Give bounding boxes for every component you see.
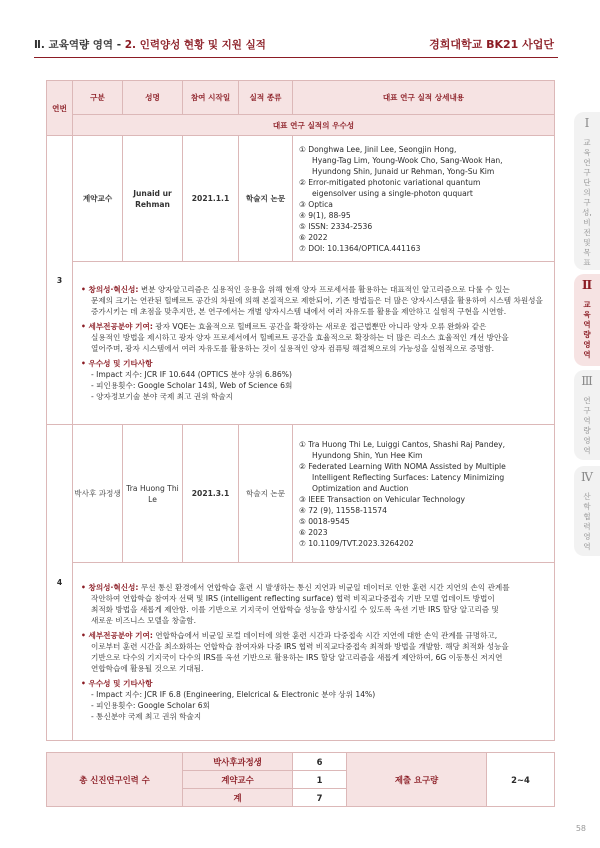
detail-line: ① Tra Huong Thi Le, Luiggi Cantos, Shashi Raj Pandey, xyxy=(299,439,506,449)
side-tab-roman: Ⅱ xyxy=(581,278,593,292)
detail-line: ③ IEEE Transaction on Vehicular Technology xyxy=(299,494,466,504)
col-header-type: 구분 xyxy=(73,81,123,115)
page-number: 58 xyxy=(575,824,586,833)
page-header xyxy=(0,0,600,60)
desc-line: 증가시키는 데 초점을 맞추지만, 본 연구에서는 개별 양자시스템 내에서 여러 자유도를 활용을 제안하고 실험적 구현을 시연함. xyxy=(91,307,507,316)
detail-line: ① Donghwa Lee, Jinil Lee, Seongjin Hong, xyxy=(299,144,457,154)
excellence-label: 우수성 및 기타사항 xyxy=(88,359,153,368)
detail-line: ② Error-mitigated photonic variational quantum xyxy=(299,177,481,187)
detail-line: ⑦ 10.1109/TVT.2023.3264202 xyxy=(299,538,414,548)
detail-line: ⑤ 0018-9545 xyxy=(299,516,350,526)
excellence-item: - 양자정보기술 분야 국제 최고 권위 학술지 xyxy=(91,392,233,401)
col-header-start: 참여 시작일 xyxy=(183,81,239,115)
excellence-item: - 피인용횟수: Google Scholar 6회 xyxy=(91,700,210,710)
row-no: 4 xyxy=(47,425,73,741)
summary-row-label: 계약교수 xyxy=(183,771,293,789)
row-description: • 창의성·혁신성: 변분 양자알고리즘은 실용적인 응용을 위해 현재 양자 프로세서를 활용하는 대표적인 알고리즘으로 다룰 수 있는 문제의 크기는 연관된 힐베르트 공간의 차원에 의해 본질적으로 제한되어, 기존 방법들은 더 많은 양자시스템을 활용하여 시스템 차원성을 증가시키는 데 초점을 맞추지만, 본 연구에서는 개별 양자시스템 내에서 여러 자유도를 활용을 제안하고 실험적 구현을 시연함. • 세부전공분야 기여: 광자 VQE는 효율적으로 힐베르트 공간을 확장하는 새로운 접근법뿐만 아니라 양자 오류 완화와 같은 실용적인 방법을 제시하고 광자 양자 프로세서에서 힐베르트 공간을 효율적으로 확장하는 더 많은 리소스 효율적인 개선 방안을 열어주며, 광자 시스템에서 여러 자유도를 활용하는 것이 실용적인 양자 컴퓨팅 해결책으로의 가능성을 실험적으로 증명함. • 우수성 및 기타사항 - Impact 지수: JCR IF 10.644 (OPTICS 분야 상위 6.86%) - 피인용횟수: Google Scholar 14회, Web of Science 6회 - 양자정보기술 분야 국제 최고 권위 학술지 xyxy=(73,262,555,425)
col-header-detail: 대표 연구 실적 상세내용 xyxy=(293,81,555,115)
detail-line: ⑤ ISSN: 2334-2536 xyxy=(299,221,373,231)
requirement-label: 제출 요구량 xyxy=(347,753,487,807)
side-tab-roman: Ⅳ xyxy=(581,470,593,484)
row-start: 2021.3.1 xyxy=(183,425,239,563)
desc-line: 새로운 비즈니스 모델을 창출함. xyxy=(91,615,197,625)
side-tab-1[interactable] xyxy=(574,112,600,270)
row-description: • 창의성·혁신성: 무선 통신 환경에서 연합학습 훈련 시 발생하는 통신 지연과 비균일 데이터로 인한 훈련 시간 지연의 손익 관계를 작안하여 연합학습 참여자 선택 및 IRS (intelligent reflecting surface) 협력 비직교다중접속 기반 모델 업데이트 방법이 최적화 방법을 새롭게 제안함. 이를 기반으로 기지국이 연합학습 성능을 향상시킬 수 있도록 옥션 기반 IRS 할당 알고리즘 및 새로운 비즈니스 모델을 창출함. • 세부전공분야 기여: 연합학습에서 비균일 로컬 데이터에 의한 훈련 시간과 다중접속 시간 지연에 대한 손익 관계를 규명하고, 이로부터 훈련 시간을 최소화하는 연합학습 참여자와 다중 IRS 협력 비직교다중접속 최적화 방법을 개발함. 해당 최적화 성능을 기반으로 다수의 기지국이 다수의 IRS를 옥션 기반으로 활용하는 IRS 할당 알고리즘을 새롭게 제안하여, 6G 이동통신 저지연 연합학습에 활용될 것으로 기대됨. • 우수성 및 기타사항 - Impact 지수: JCR IF 6.8 (Engineering, Elelcrical & Electronic 분야 상위 14%) - 피인용횟수: Google Scholar 6회 - 통신분야 국제 최고 권위 학술지 xyxy=(73,563,555,741)
desc-line: 연합학습에 활용될 것으로 기대됨. xyxy=(91,663,204,673)
side-tab-3[interactable] xyxy=(574,370,600,460)
detail-line: Hyundong Shin, Junaid ur Rehman, Yong-Su Kim xyxy=(312,166,495,176)
detail-line: ⑥ 2023 xyxy=(299,527,328,537)
detail-line: Optimization and Auction xyxy=(312,483,409,493)
col-header-no: 연번 xyxy=(47,81,73,136)
detail-line: Hyundong Shin, Yun Hee Kim xyxy=(312,450,423,460)
requirement-value: 2~4 xyxy=(487,753,555,807)
header-subsection: 2. 인력양성 현황 및 지원 실적 xyxy=(124,39,266,51)
excellence-item: - 피인용횟수: Google Scholar 14회, Web of Science 6회 xyxy=(91,381,293,390)
excellence-label: 우수성 및 기타사항 xyxy=(88,678,153,688)
contribution-label: 세부전공분야 기여: xyxy=(88,630,153,640)
row-start: 2021.1.1 xyxy=(183,136,239,262)
detail-line: Hyang-Tag Lim, Young-Wook Cho, Sang-Wook Han, xyxy=(312,155,503,165)
row-details xyxy=(293,136,555,262)
row-no: 3 xyxy=(47,136,73,425)
detail-line: ⑥ 2022 xyxy=(299,232,328,242)
header-org: 경희대학교 BK21 사업단 xyxy=(429,38,554,51)
desc-line: 열어주며, 광자 시스템에서 여러 자유도를 활용하는 것이 실용적인 양자 컴퓨팅 해결책으로의 가능성을 실험적으로 증명함. xyxy=(91,344,494,353)
desc-line: 이로부터 훈련 시간을 최소화하는 연합학습 참여자와 다중 IRS 협력 비직교다중접속 최적화 방법을 개발함. 해당 최적화 성능을 xyxy=(91,641,509,651)
creativity-label: 창의성·혁신성: xyxy=(88,582,139,592)
creativity-label: 창의성·혁신성: xyxy=(88,285,139,294)
row-name: Junaid ur Rehman xyxy=(123,136,183,262)
excellence-item: - Impact 지수: JCR IF 10.644 (OPTICS 분야 상위 6.86%) xyxy=(91,370,292,379)
summary-row-value: 6 xyxy=(293,753,347,771)
side-tab-text: 연구역량 영역 xyxy=(583,396,591,455)
row-type: 계약교수 xyxy=(73,136,123,262)
summary-row-label: 박사후과정생 xyxy=(183,753,293,771)
contribution-label: 세부전공분야 기여: xyxy=(88,322,153,331)
side-tab-text: 교육역량 영역 xyxy=(583,300,591,359)
row-name: Tra Huong Thi Le xyxy=(123,425,183,563)
detail-line: ② Federated Learning With NOMA Assisted by Multiple xyxy=(299,461,506,471)
table-row xyxy=(47,136,555,262)
side-tab-roman: Ⅰ xyxy=(584,116,590,130)
sub-header: 대표 연구 실적의 우수성 xyxy=(73,115,555,136)
side-tab-2[interactable] xyxy=(574,274,600,366)
desc-line: 변분 양자알고리즘은 실용적인 응용을 위해 현재 양자 프로세서를 활용하는 대표적인 알고리즘으로 다룰 수 있는 xyxy=(140,285,510,294)
side-tab-roman: Ⅲ xyxy=(581,374,593,388)
desc-line: 실용적인 방법을 제시하고 광자 양자 프로세서에서 힐베르트 공간을 효율적으로 확장하는 더 많은 리소스 효율적인 개선 방안을 xyxy=(91,333,509,342)
row-kind: 학술지 논문 xyxy=(239,425,293,563)
side-tab-text: 산학협력 영역 xyxy=(583,492,591,551)
header-divider xyxy=(34,57,558,58)
summary-row-value: 7 xyxy=(293,789,347,807)
header-section: Ⅱ. 교육역량 영역 - xyxy=(34,39,125,51)
summary-label: 총 신진연구인력 수 xyxy=(47,753,183,807)
detail-line: ③ Optica xyxy=(299,199,333,209)
desc-line: 광자 VQE는 효율적으로 힐베르트 공간을 확장하는 새로운 접근법뿐만 아니라 양자 오류 완화와 같은 xyxy=(155,322,487,331)
excellence-item: - Impact 지수: JCR IF 6.8 (Engineering, Elelcrical & Electronic 분야 상위 14%) xyxy=(91,689,376,699)
research-table xyxy=(46,80,555,741)
row-kind: 학술지 논문 xyxy=(239,136,293,262)
desc-line: 최적화 방법을 새롭게 제안함. 이를 기반으로 기지국이 연합학습 성능을 향상시킬 수 있도록 옥션 기반 IRS 할당 알고리즘 및 xyxy=(91,604,499,614)
side-tab-text: 교육연구단의 구성, 비전 및 목표 xyxy=(582,138,592,267)
desc-line: 기반으로 다수의 기지국이 다수의 IRS를 옥션 기반으로 활용하는 IRS 할당 알고리즘을 새롭게 제안하여, 6G 이동통신 저지연 xyxy=(91,652,503,662)
detail-line: Intelligent Reflecting Surfaces: Latency Minimizing xyxy=(312,472,505,482)
detail-line: eigensolver using a single-photon ququart xyxy=(312,188,473,198)
summary-row-value: 1 xyxy=(293,771,347,789)
detail-line: ④ 72 (9), 11558-11574 xyxy=(299,505,387,515)
excellence-item: - 통신분야 국제 최고 권위 학술지 xyxy=(91,711,202,721)
table-row xyxy=(47,425,555,563)
summary-row-label: 계 xyxy=(183,789,293,807)
row-type: 박사후 과정생 xyxy=(73,425,123,563)
desc-line: 문제의 크기는 연관된 힐베르트 공간의 차원에 의해 본질적으로 제한되어, 기존 방법들은 더 많은 양자시스템을 활용하여 시스템 차원성을 xyxy=(91,296,543,305)
detail-line: ⑦ DOI: 10.1364/OPTICA.441163 xyxy=(299,243,421,253)
desc-line: 무선 통신 환경에서 연합학습 훈련 시 발생하는 통신 지연과 비균일 데이터로 인한 훈련 시간 지연의 손익 관계를 xyxy=(140,582,510,592)
row-details xyxy=(293,425,555,563)
col-header-name: 성명 xyxy=(123,81,183,115)
col-header-kind: 실적 종류 xyxy=(239,81,293,115)
desc-line: 연합학습에서 비균일 로컬 데이터에 의한 훈련 시간과 다중접속 시간 지연에 대한 손익 관계를 규명하고, xyxy=(155,630,498,640)
side-tab-4[interactable] xyxy=(574,466,600,556)
desc-line: 작안하여 연합학습 참여자 선택 및 IRS (intelligent reflecting surface) 협력 비직교다중접속 기반 모델 업데이트 방법이 xyxy=(91,593,495,603)
summary-table xyxy=(46,752,555,807)
detail-line: ④ 9(1), 88-95 xyxy=(299,210,351,220)
header-breadcrumb xyxy=(34,37,266,52)
